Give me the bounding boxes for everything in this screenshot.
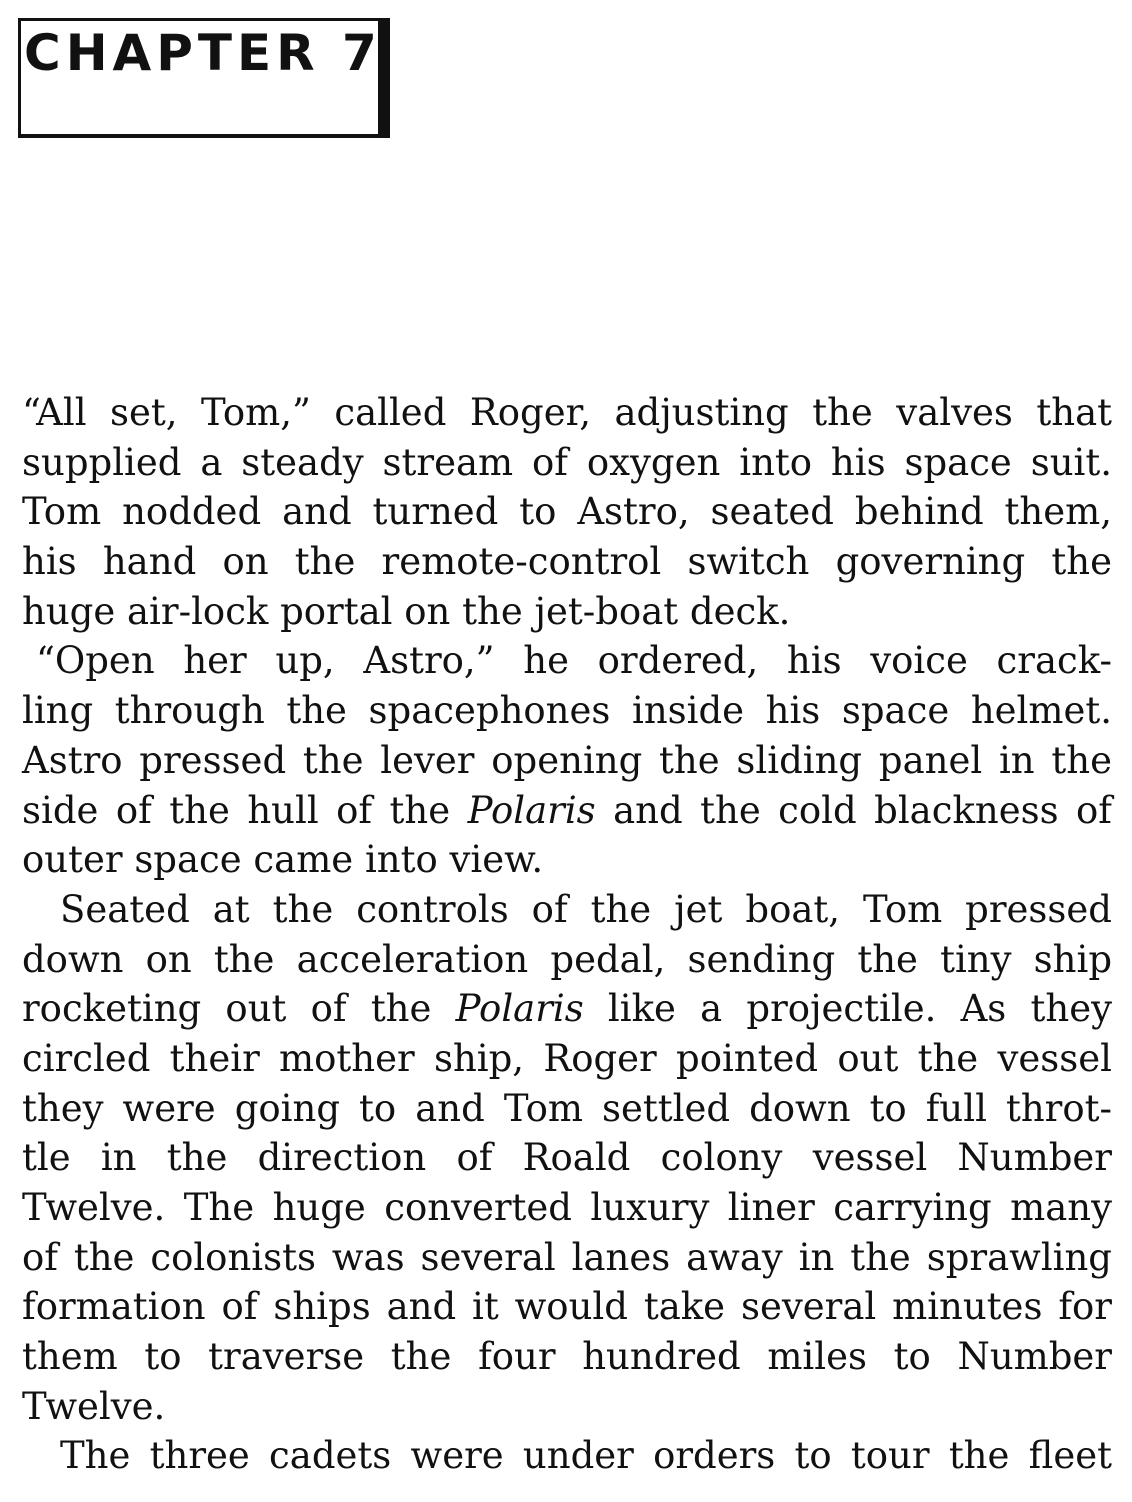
text-line: Twelve. The huge converted luxury liner carrying many xyxy=(22,1186,1112,1229)
text-line: them to traverse the four hundred miles to Number xyxy=(22,1335,1112,1379)
text-line: ling through the spacephones inside his space helmet. xyxy=(22,689,1112,733)
text-line: rocketing out of the Polaris like a projectile. As they xyxy=(22,987,1112,1031)
text-line: The three cadets were under orders to tour the fleet xyxy=(60,1434,1112,1478)
chapter-body-text xyxy=(22,388,1112,1481)
text-line: formation of ships and it would take several minutes for xyxy=(22,1285,1112,1329)
text-line: tle in the direction of Roald colony vessel Number xyxy=(22,1136,1112,1180)
text-line: down on the acceleration pedal, sending the tiny ship xyxy=(22,937,1112,981)
text-line: of the colonists was several lanes away in the sprawling xyxy=(22,1235,1112,1279)
text-line: “All set, Tom,” called Roger, adjusting the valves that xyxy=(22,391,1112,434)
text-line: Tom nodded and turned to Astro, seated behind them, xyxy=(22,490,1112,534)
text-line: “Open her up, Astro,” he ordered, his voice crack- xyxy=(36,639,1112,683)
ship-name: Polaris xyxy=(455,987,584,1031)
text-line: circled their mother ship, Roger pointed out the vessel xyxy=(22,1036,1112,1080)
text-line: Twelve. xyxy=(22,1384,166,1428)
text-line: his hand on the remote-control switch governing the xyxy=(22,540,1112,584)
text-line: outer space came into view. xyxy=(22,838,544,882)
text-line: Astro pressed the lever opening the sliding panel in the xyxy=(22,738,1112,782)
text-line: Seated at the controls of the jet boat, Tom pressed xyxy=(60,887,1112,931)
text-line: side of the hull of the Polaris and the cold blackness of xyxy=(22,788,1112,832)
ship-name: Polaris xyxy=(467,788,596,832)
text-line: supplied a steady stream of oxygen into his space suit. xyxy=(22,440,1112,484)
text-line: huge air-lock portal on the jet-boat deck. xyxy=(22,589,791,633)
text-line: they were going to and Tom settled down to full throt- xyxy=(22,1086,1112,1130)
chapter-heading: CHAPTER 7 xyxy=(24,24,382,82)
